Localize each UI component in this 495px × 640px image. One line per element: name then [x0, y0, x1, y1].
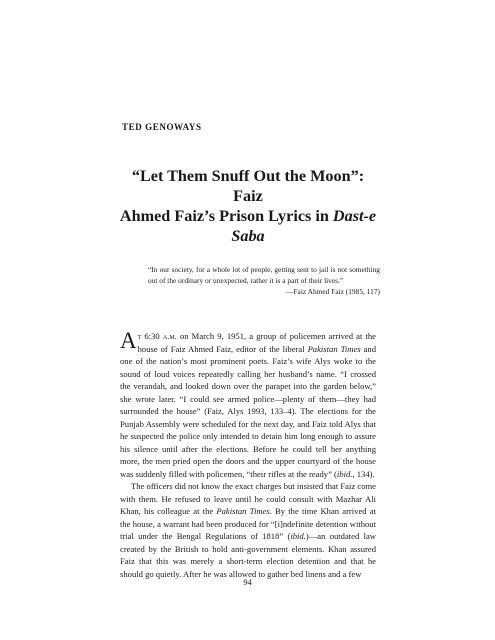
drop-cap: A — [120, 328, 137, 353]
author-name: TED GENOWAYS — [122, 122, 202, 132]
p1-text-2: and one of the nation’s most prominent poets. Faiz’s wife Alys woke to the sound of loud voices repeatedly calling her husband’s name. “I crossed the verandah, and looked down over the parapet into the garden below,” she wrote later. “I could see armed police—plenty of them—they had surrounded the house” (Faiz, Alys 1993, 133–4). The elections for the Punjab Assembly were scheduled for the next day, and Faiz told Alys that he suspected the police only intended to detain him long enough to assure his silence until after the elections. Before he could tell her anything more, the men pried open the doors and the upper courtyard of the house was suddenly filled with policemen, “their rifles at the ready” ( — [120, 343, 376, 479]
epigraph-quote: “In our society, for a whole lot of people, getting sent to jail is not something out of the ordinary or unexpected, rather it is a part of their lives.” — [148, 265, 380, 285]
article-body — [120, 330, 376, 580]
p2-text-1: The officers did not know the exact charges but insisted that Faiz come with them. He refused to leave until he could consult with Mazhar Ali Khan, his colleague at the — [120, 481, 376, 516]
p1-italic-1: Pakistan Times — [307, 343, 361, 354]
title-italic-book: Dast-e Saba — [231, 207, 377, 245]
p1-italic-2: ibid. — [336, 468, 353, 479]
p2-text-3: )—an outdated law created by the British to hold anti-government elements. Khan assured Faiz that this was merely a short-term election detention and that he should go quietly. After he was allowed to gather bed linens and a few — [120, 531, 376, 579]
p1-text-1: on March 9, 1951, a group of policemen arrived at the house of Faiz Ahmed Faiz, editor of the liberal — [137, 331, 376, 354]
p2-text-2: . By the time Khan arrived at the house, a warrant had been produced for “[i]ndefinite detention without trial under the Bengal Regulations of 1818” ( — [120, 506, 376, 541]
lead-in-smallcaps: t 6:30 a.m. — [137, 331, 177, 341]
p2-italic-2: ibid. — [290, 531, 306, 541]
title-line-2 — [118, 206, 378, 246]
epigraph-attribution: —Faiz Ahmed Faiz (1985, 117) — [286, 287, 380, 296]
paragraph-1 — [120, 330, 376, 480]
article-title — [118, 166, 378, 246]
page-number: 94 — [243, 578, 252, 587]
p2-italic-1: Pakistan Times — [216, 506, 270, 516]
paragraph-2 — [120, 480, 376, 580]
title-line-2-text: Ahmed Faiz’s Prison Lyrics in — [119, 207, 333, 225]
title-line-1: “Let Them Snuff Out the Moon”: Faiz — [131, 167, 365, 205]
epigraph — [148, 264, 380, 297]
p1-text-3: , 134). — [352, 468, 375, 479]
